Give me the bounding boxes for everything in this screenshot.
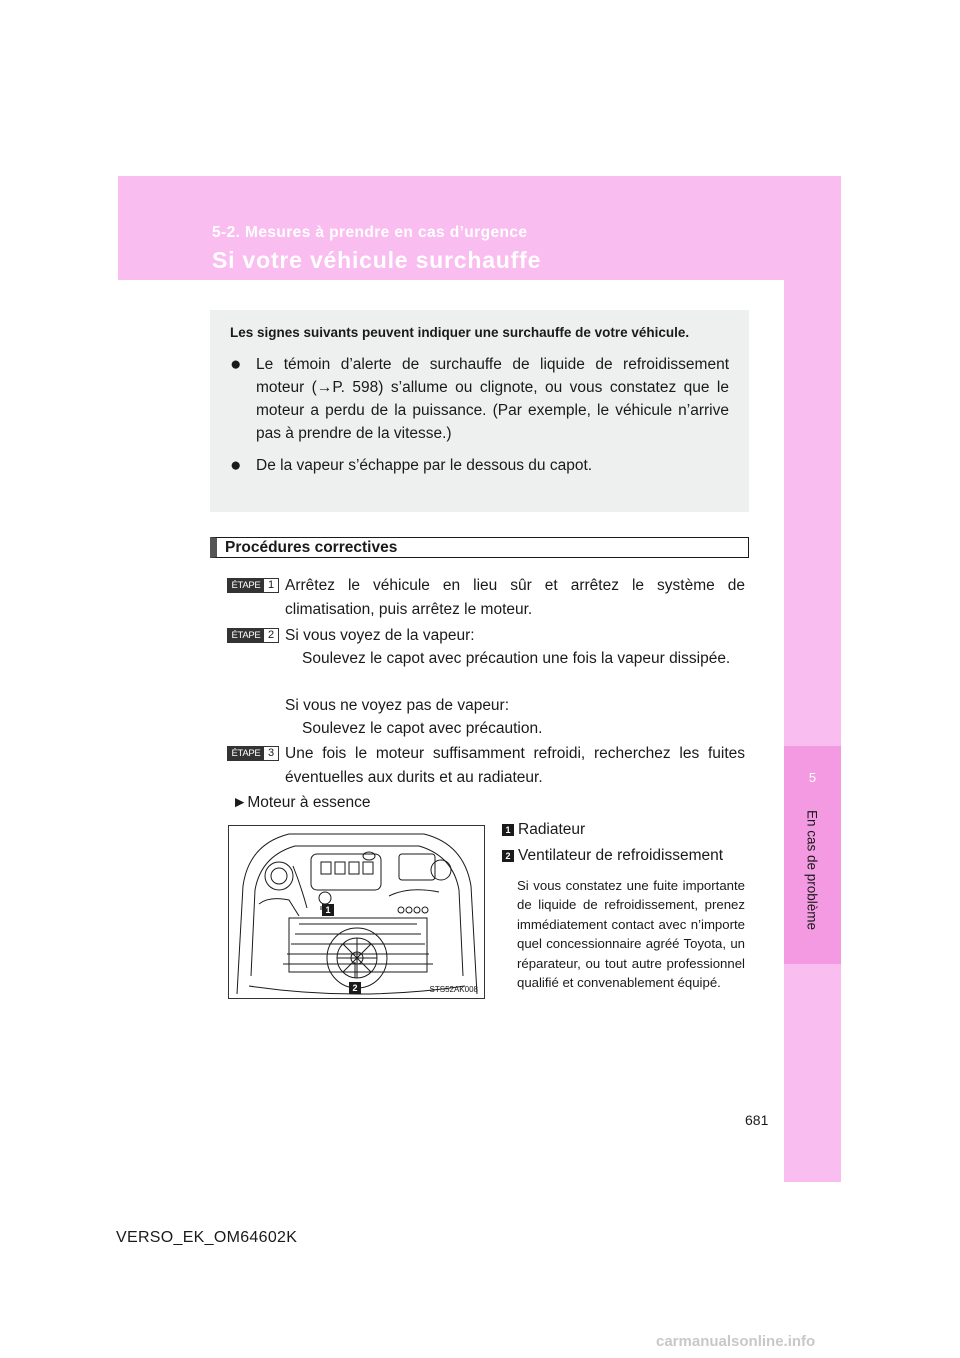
- info-bullet-text: De la vapeur s’échappe par le dessous du capot.: [256, 457, 593, 474]
- bullet-icon: ●: [230, 354, 242, 375]
- step-badge-2: [227, 628, 279, 643]
- step-label: ÉTAPE: [228, 579, 264, 592]
- step-number: 3: [267, 747, 275, 759]
- watermark: carmanualsonline.info: [656, 1333, 816, 1350]
- step-badge-3: [227, 746, 279, 761]
- info-bullet-item: [230, 353, 729, 445]
- page-title: Si votre véhicule surchauffe: [212, 247, 542, 273]
- warning-signs-box: [210, 310, 749, 512]
- step-1-text: Arrêtez le véhicule en lieu sûr et arrêtez le système de climatisation, puis arrêtez le moteur.: [285, 577, 745, 618]
- info-bullet-item: [230, 454, 729, 477]
- engine-type-label: ►Moteur à essence: [232, 794, 371, 811]
- legend-item: [502, 847, 723, 865]
- legend-badge: 1: [502, 824, 514, 836]
- legend-badge: 2: [502, 850, 514, 862]
- step-2-steam-condition: Si vous voyez de la vapeur:: [285, 627, 475, 644]
- step-label: ÉTAPE: [228, 747, 264, 760]
- procedures-heading: [210, 537, 749, 558]
- leak-note: Si vous constatez une fuite importante de liquide de refroidissement, prenez immédiatement contact avec n’importe quel concessionnaire agréé Toyota, un réparateur, ou tout autre professionnel qualifié et convenablement équipé.: [517, 878, 745, 991]
- step-3-text: Une fois le moteur suffisamment refroidi, recherchez les fuites éventuelles aux durits et au radiateur.: [285, 745, 745, 786]
- callout-badge-2: 2: [349, 982, 361, 994]
- procedures-heading-text: Procédures correctives: [225, 539, 398, 556]
- info-bullet-text: Le témoin d’alerte de surchauffe de liquide de refroidissement moteur (→P. 598) s’allume ou clignote, ou vous constatez que le moteur a perdu de la puissance. (Par exemple, le véhicule n’arrive pas à prendre de la vitesse.): [256, 356, 729, 442]
- step-label: ÉTAPE: [228, 629, 264, 642]
- engine-bay-illustration: [228, 825, 485, 999]
- step-number: 2: [267, 629, 275, 641]
- document-code: VERSO_EK_OM64602K: [116, 1229, 298, 1246]
- bullet-icon: ●: [230, 455, 242, 476]
- step-2-no-steam-condition: Si vous ne voyez pas de vapeur:: [285, 697, 510, 714]
- step-2-no-steam-action: Soulevez le capot avec précaution.: [302, 720, 543, 737]
- section-label: 5-2. Mesures à prendre en cas d’urgence: [212, 224, 528, 241]
- step-2-steam-action: Soulevez le capot avec précaution une fois la vapeur dissipée.: [302, 650, 731, 667]
- engine-bay-drawing: [229, 826, 484, 998]
- legend-label: Ventilateur de refroidissement: [518, 847, 724, 864]
- chapter-number: 5: [808, 770, 817, 785]
- info-intro: Les signes suivants peuvent indiquer une surchauffe de votre véhicule.: [230, 325, 690, 340]
- legend-item: [502, 821, 585, 839]
- step-number: 1: [267, 579, 275, 591]
- side-thumb-tab: [784, 280, 841, 1182]
- page-number: 681: [745, 1112, 769, 1128]
- callout-badge-1: 1: [322, 904, 334, 916]
- chapter-title: En cas de problème: [804, 809, 820, 931]
- step-badge-1: [227, 578, 279, 593]
- figure-code: STS52AK008: [429, 985, 478, 994]
- legend-label: Radiateur: [518, 821, 586, 838]
